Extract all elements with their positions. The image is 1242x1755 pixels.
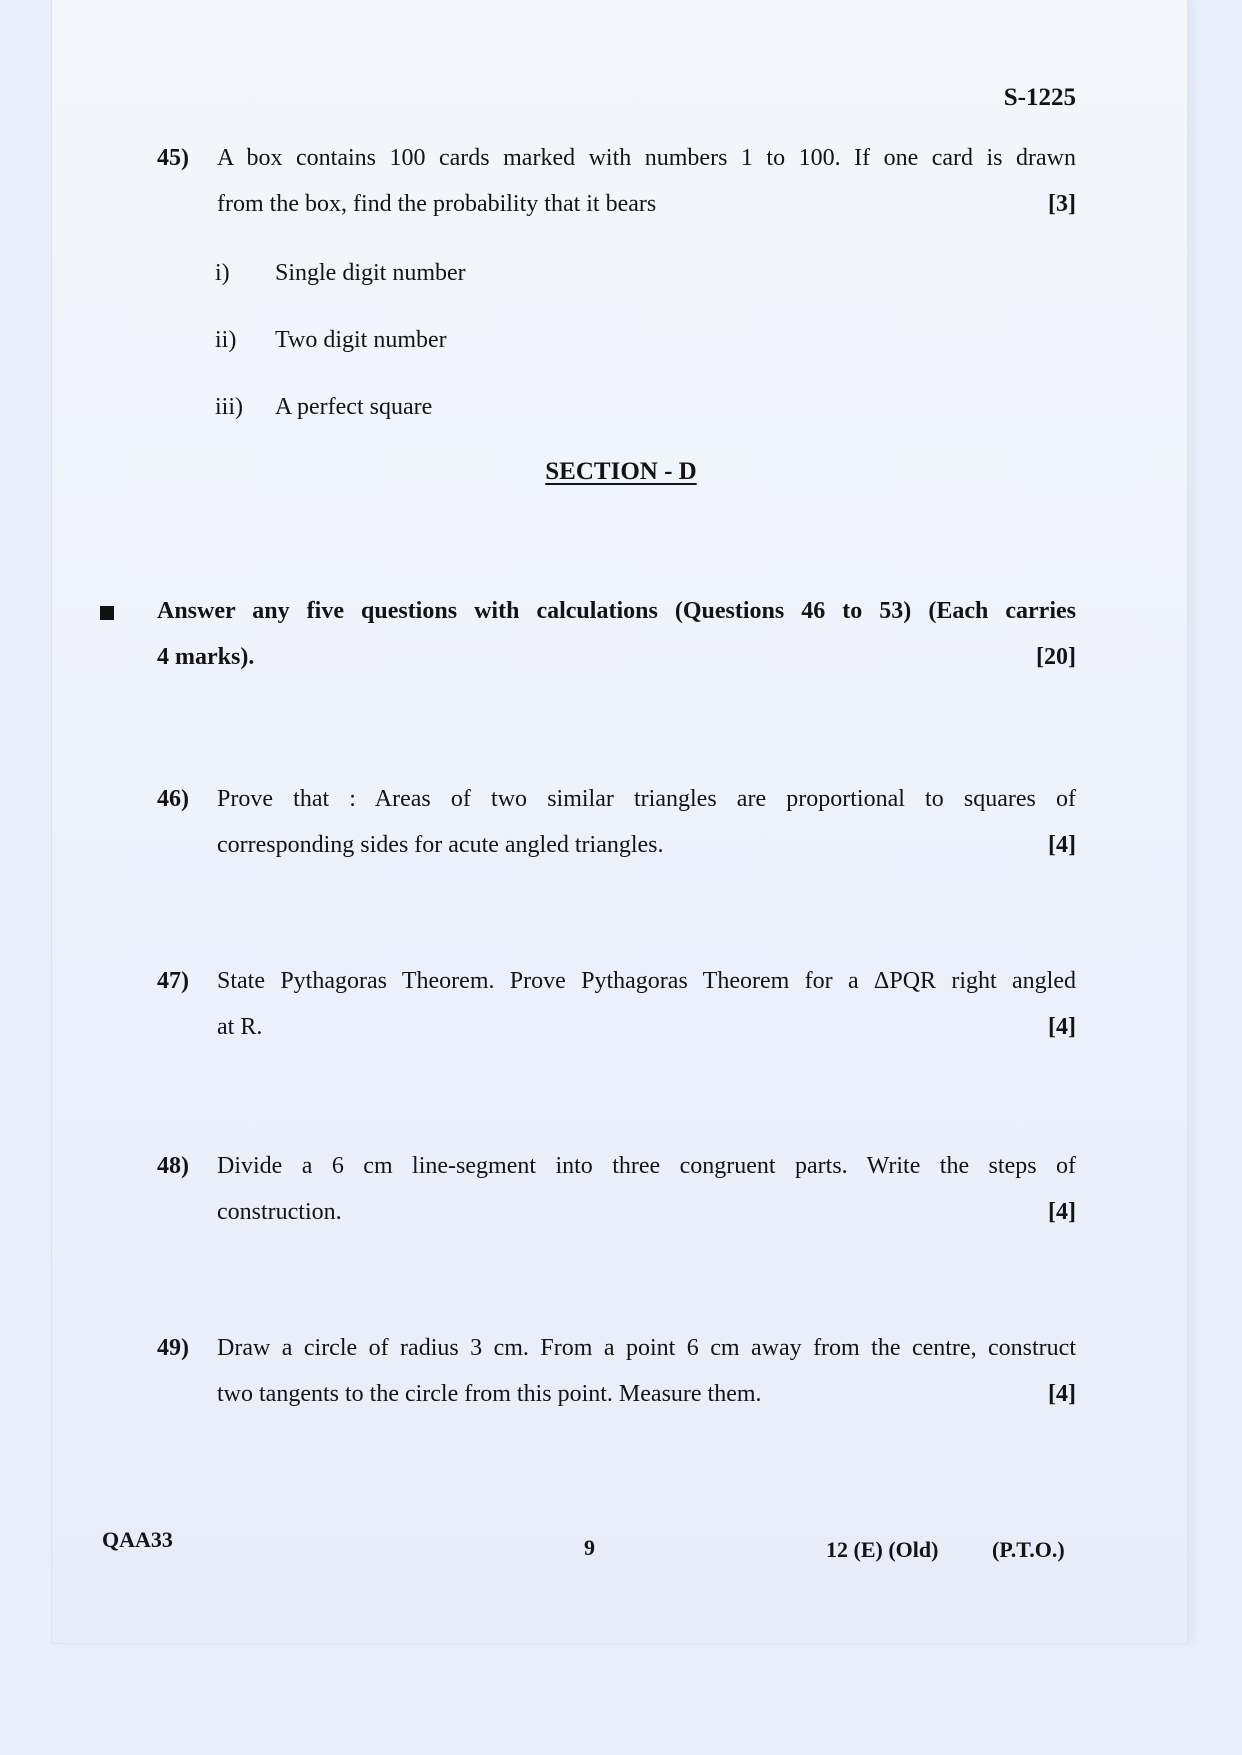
question-number: 48) <box>157 1153 189 1179</box>
option-text: A perfect square <box>275 394 433 420</box>
option-item <box>215 324 447 356</box>
square-bullet-icon <box>100 606 114 620</box>
option-number: i) <box>215 260 230 286</box>
marks-badge: [4] <box>1048 1199 1076 1225</box>
question-48 <box>157 1143 1076 1235</box>
paper-code: S-1225 <box>1003 84 1076 111</box>
option-number: ii) <box>215 327 237 353</box>
question-text-line: corresponding sides for acute angled triangles. <box>217 832 664 858</box>
question-text-line: Prove that : Areas of two similar triangles are proportional to squares of <box>217 786 1076 812</box>
option-text: Single digit number <box>275 260 466 286</box>
question-text-line: construction. <box>217 1199 342 1225</box>
marks-badge: [4] <box>1048 1381 1076 1407</box>
question-text-line: State Pythagoras Theorem. Prove Pythagoras Theorem for a ΔPQR right angled <box>217 968 1076 994</box>
footer-right-code: 12 (E) (Old) <box>826 1537 939 1562</box>
option-number: iii) <box>215 394 243 420</box>
instruction-line: Answer any five questions with calculations (Questions 46 to 53) (Each carries <box>157 598 1076 624</box>
instruction-line: 4 marks). <box>157 644 255 670</box>
question-number: 45) <box>157 145 189 171</box>
marks-badge: [3] <box>1048 191 1076 217</box>
option-text: Two digit number <box>275 327 447 353</box>
option-item <box>215 257 466 289</box>
question-46 <box>157 776 1076 868</box>
marks-badge: [4] <box>1048 1014 1076 1040</box>
question-text-line: two tangents to the circle from this point. Measure them. <box>217 1381 762 1407</box>
footer-left-code: QAA33 <box>102 1527 173 1552</box>
question-text-line: from the box, find the probability that it bears <box>217 191 657 217</box>
question-number: 47) <box>157 968 189 994</box>
question-text-line: Draw a circle of radius 3 cm. From a point 6 cm away from the centre, construct <box>217 1335 1076 1361</box>
question-number: 49) <box>157 1335 189 1361</box>
marks-badge: [4] <box>1048 832 1076 858</box>
section-title-text: SECTION - D <box>545 458 697 485</box>
question-45 <box>157 135 1076 227</box>
question-49 <box>157 1325 1076 1417</box>
footer-pto: (P.T.O.) <box>992 1537 1065 1562</box>
question-text-line: at R. <box>217 1014 263 1040</box>
question-number: 46) <box>157 786 189 812</box>
question-47 <box>157 958 1076 1050</box>
option-item <box>215 391 432 423</box>
page-number: 9 <box>584 1535 595 1560</box>
marks-badge: [20] <box>1036 644 1076 670</box>
question-text-line: Divide a 6 cm line-segment into three congruent parts. Write the steps of <box>217 1153 1076 1179</box>
question-text-line: A box contains 100 cards marked with numbers 1 to 100. If one card is drawn <box>217 145 1076 171</box>
section-instruction <box>157 588 1076 680</box>
section-title <box>0 458 1242 486</box>
